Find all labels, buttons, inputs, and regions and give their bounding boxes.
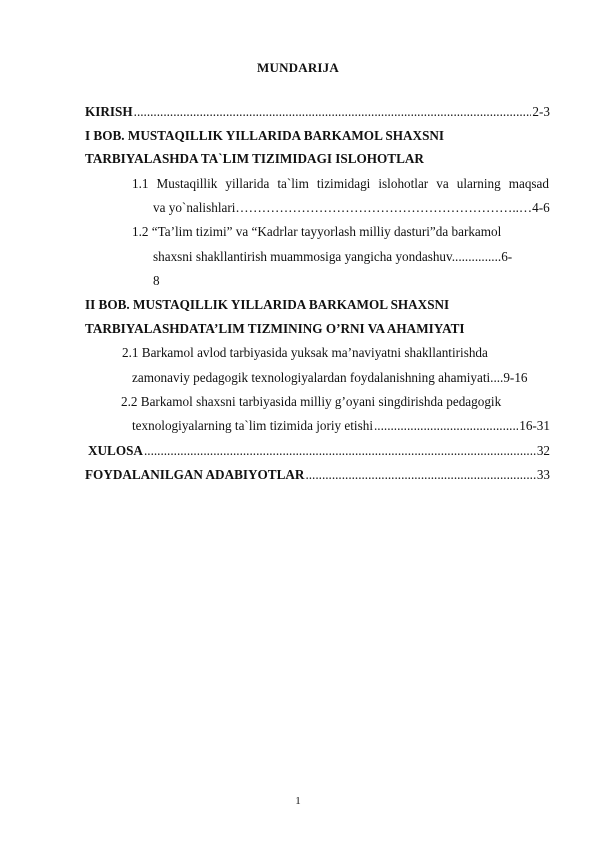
toc-entry-references[interactable]	[85, 467, 550, 483]
toc-leader-dots	[144, 443, 536, 459]
toc-section-2-1-line-1[interactable]: 2.1 Barkamol avlod tarbiyasida yuksak ma’naviyatni shakllantirishda	[122, 345, 488, 360]
toc-page-ref: 2-3	[532, 104, 550, 119]
toc-section-1-1-line-2[interactable]: va yo`nalishlari………………………………………………………..…4-6	[153, 200, 550, 215]
toc-entry-label: FOYDALANILGAN ADABIYOTLAR	[85, 467, 305, 482]
page-number: 1	[295, 795, 301, 807]
toc-entry-label: XULOSA	[88, 443, 143, 458]
toc-section-1-2-line-2[interactable]: shaxsni shakllantirish muammosiga yangicha yondashuv...............6-	[153, 249, 513, 264]
toc-chapter-1-title-line-2[interactable]: TARBIYALASHDA TA`LIM TIZIMIDAGI ISLOHOTLAR	[85, 151, 424, 166]
toc-section-1-2-line-1[interactable]: 1.2 “Ta’lim tizimi” va “Kadrlar tayyorlash milliy dasturi”da barkamol	[132, 224, 502, 239]
toc-leader-dots	[134, 104, 532, 120]
toc-chapter-1-title-line-1[interactable]: I BOB. MUSTAQILLIK YILLARIDA BARKAMOL SHAXSNI	[85, 128, 445, 143]
page-title: MUNDARIJA	[257, 60, 339, 75]
toc-page-ref: 16-31	[519, 418, 550, 433]
toc-section-2-2-line-2[interactable]	[132, 418, 550, 434]
toc-section-1-2-line-3[interactable]: 8	[153, 273, 160, 288]
toc-section-2-1-line-2[interactable]: zamonaviy pedagogik texnologiyalardan foydalanishning ahamiyati....9-16	[132, 370, 528, 385]
toc-leader-dots	[305, 467, 535, 483]
toc-chapter-2-title-line-2[interactable]: TARBIYALASHDATA’LIM TIZMINING O’RNI VA AHAMIYATI	[85, 321, 465, 336]
toc-entry-label: KIRISH	[85, 104, 133, 119]
toc-entry-label: texnologiyalarning ta`lim tizimida joriy etishi	[132, 418, 373, 433]
toc-entry-conclusion[interactable]	[88, 443, 550, 459]
toc-chapter-2-title-line-1[interactable]: II BOB. MUSTAQILLIK YILLARIDA BARKAMOL SHAXSNI	[85, 297, 450, 312]
toc-section-2-2-line-1[interactable]: 2.2 Barkamol shaxsni tarbiyasida milliy g’oyani singdirishda pedagogik	[121, 394, 502, 409]
toc-leader-dots	[374, 418, 518, 434]
toc-page-ref: 33	[536, 467, 550, 482]
toc-page-ref: 32	[536, 443, 550, 458]
toc-entry-intro[interactable]	[85, 104, 550, 120]
toc-section-1-1-line-1[interactable]: 1.1 Mustaqillik yillarida ta`lim tizimidagi islohotlar va ularning maqsad	[132, 176, 549, 191]
